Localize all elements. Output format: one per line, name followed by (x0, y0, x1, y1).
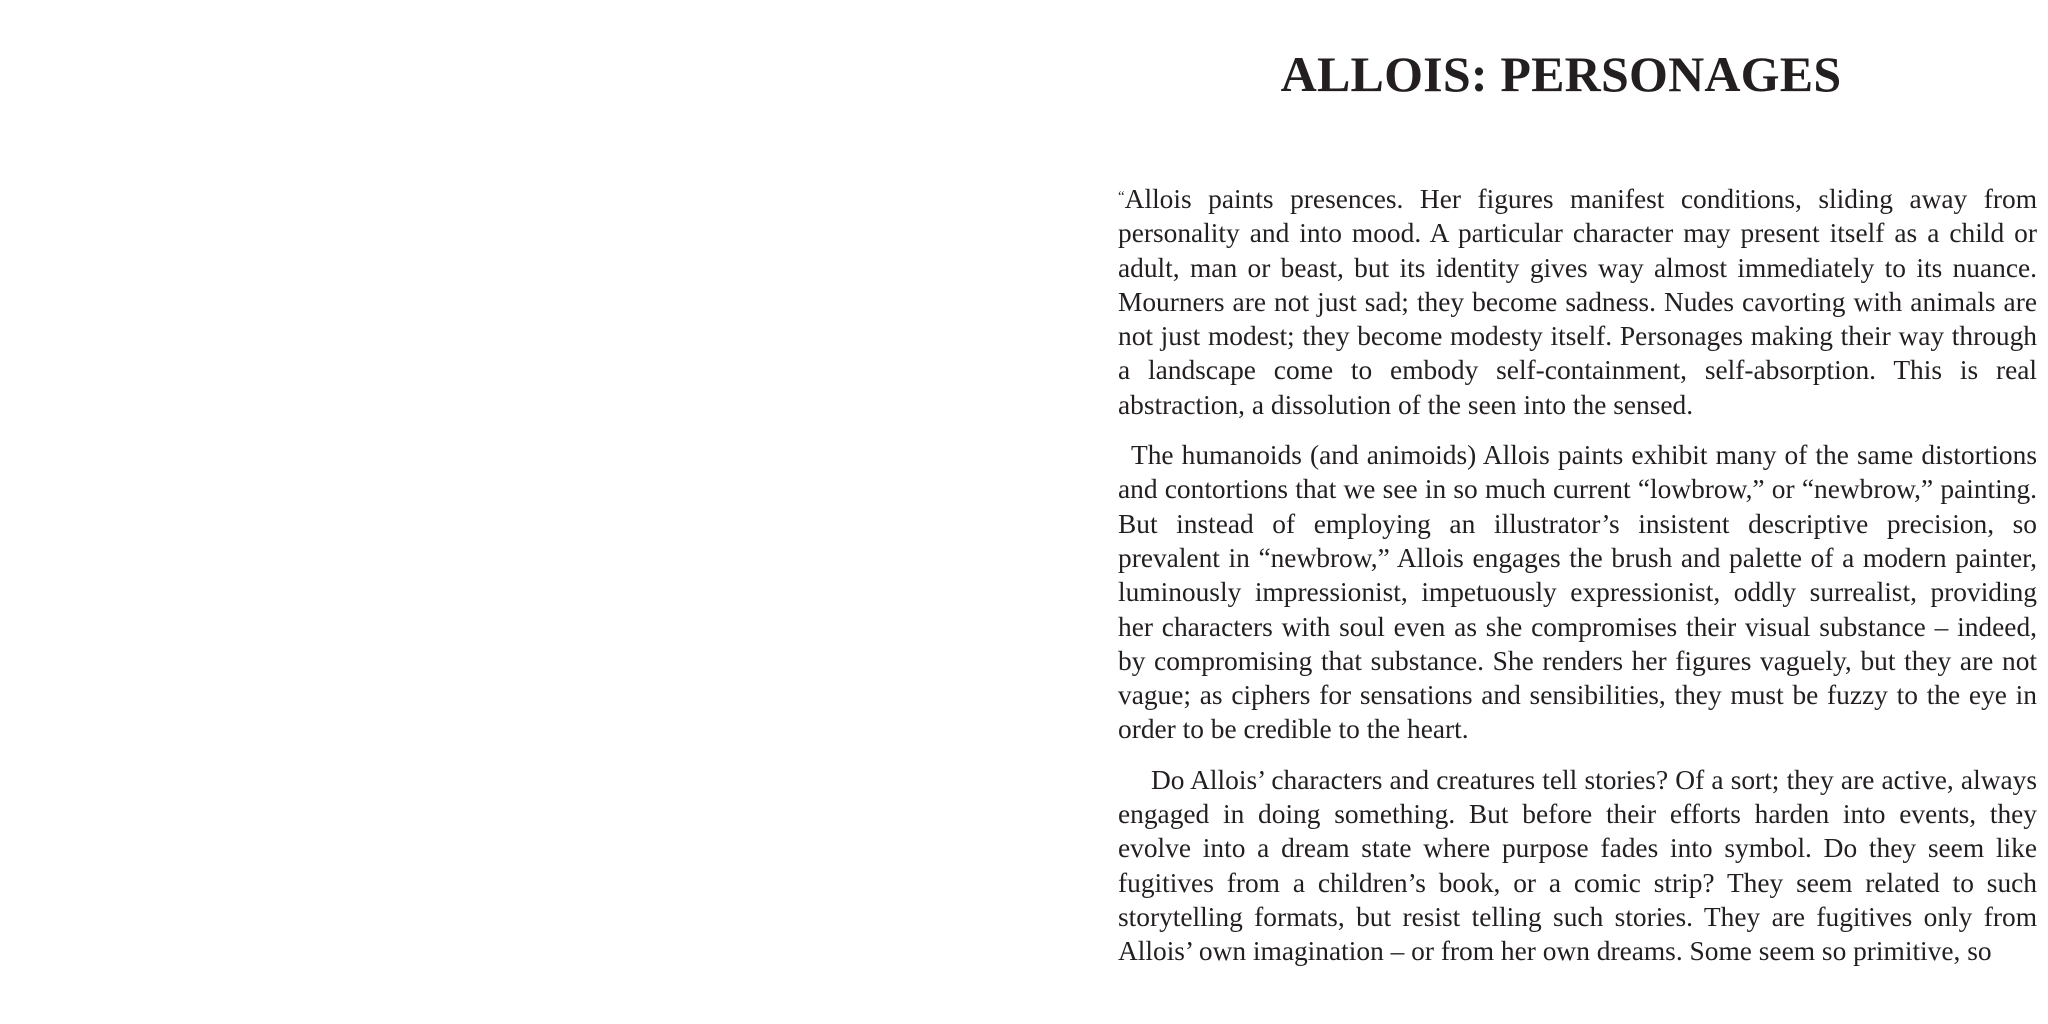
paragraph-2: The humanoids (and animoids) Allois paints exhibit many of the same distortions and contortions that we see in so much current “lowbrow,” or “newbrow,” painting. But instead of employing an illustrator’s insistent descriptive precision, so prevalent in “newbrow,” Allois engages the brush and palette of a modern painter, luminously impressionist, impetuously expressionist, oddly surrealist, providing her characters with soul even as she compromises their visual substance – indeed, by compromising that substance. She renders her figures vaguely, but they are not vague; as ciphers for sensations and sensibilities, they must be fuzzy to the eye in order to be credible to the heart. (1118, 440, 2037, 745)
paragraph-3: Do Allois’ characters and creatures tell stories? Of a sort; they are active, always engaged in doing something. But before their efforts harden into events, they evolve into a dream state where purpose fades into symbol. Do they seem like fugitives from a children’s book, or a comic strip? They seem related to such storytelling formats, but resist telling such stories. They are fugitives only from Allois’ own imagination – or from her own dreams. Some seem so primitive, so (1118, 764, 2037, 967)
paragraph-1-text: Allois paints presences. Her figures manifest conditions, sliding away from personality and into mood. A particular character may present itself as a child or adult, man or beast, but its identity gives way almost immediately to its nuance. Mourners are not just sad; they become sadness. Nudes cavorting with animals are not just modest; they become modesty itself. Personages making their way through a landscape come to embody self-containment, self-absorption. This is real abstraction, a dissolution of the seen into the sensed. (1118, 184, 2037, 420)
page-title: ALLOIS: PERSONAGES (1280, 46, 1842, 102)
body-text (1118, 182, 2037, 985)
opening-quote-mark: “ (1118, 189, 1125, 205)
paragraph-1 (1118, 182, 2037, 422)
right-page (1024, 0, 2048, 1024)
